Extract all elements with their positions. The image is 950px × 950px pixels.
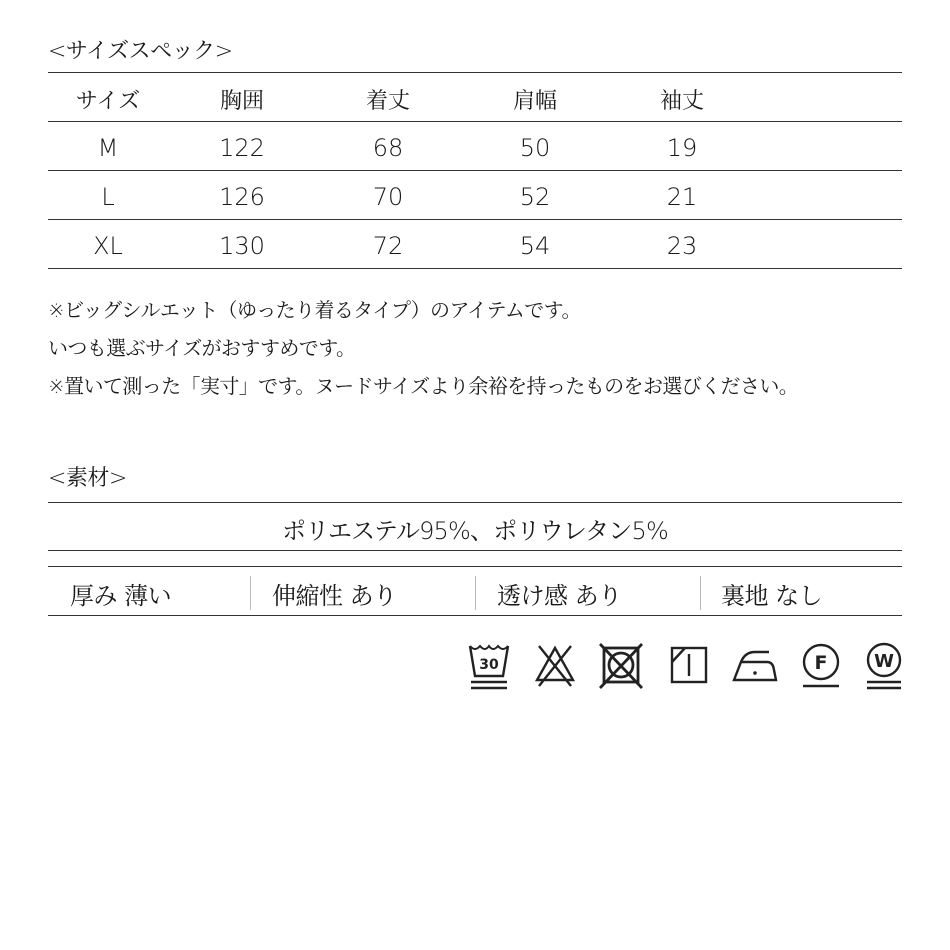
attribute-value: 薄い xyxy=(124,582,172,610)
size-spec-title: <サイズスペック> xyxy=(48,39,233,64)
attribute-label: 厚み xyxy=(70,582,117,610)
table-cell: 19 xyxy=(666,134,698,162)
attribute-value: なし xyxy=(775,582,823,610)
dry-clean-f-icon xyxy=(799,640,843,692)
attribute-sheerness xyxy=(497,576,622,611)
note-line: いつも選ぶサイズがおすすめです。 xyxy=(48,336,356,360)
attribute-value: あり xyxy=(349,582,397,610)
material-top-rule xyxy=(48,502,902,503)
note-line: ※ビッグシルエット（ゆったり着るタイプ）のアイテムです。 xyxy=(48,298,581,322)
attribute-label: 伸縮性 xyxy=(272,582,343,610)
table-cell: 23 xyxy=(666,232,698,260)
attribute-divider xyxy=(250,576,251,610)
table-cell: 130 xyxy=(219,232,265,260)
material-title: <素材> xyxy=(48,466,127,491)
table-cell: 72 xyxy=(372,232,404,260)
table-bottom-rule xyxy=(48,268,902,269)
material-bottom-rule xyxy=(48,550,902,551)
attribute-value: あり xyxy=(574,582,622,610)
table-cell: 21 xyxy=(666,183,698,211)
attribute-stretch xyxy=(272,576,397,611)
wet-clean-letter: W xyxy=(874,651,894,672)
dry-clean-letter: F xyxy=(814,652,828,674)
table-cell: 68 xyxy=(372,134,404,162)
line-dry-shade-icon xyxy=(667,640,711,692)
header-chest: 胸囲 xyxy=(219,89,264,114)
table-row-rule xyxy=(48,170,902,171)
attribute-divider xyxy=(475,576,476,610)
header-shoulder: 肩幅 xyxy=(512,89,557,114)
attribute-divider xyxy=(700,576,701,610)
table-cell: 126 xyxy=(219,183,265,211)
attributes-bottom-rule xyxy=(48,615,902,616)
attribute-thickness xyxy=(70,576,171,611)
no-bleach-icon xyxy=(533,640,577,692)
header-sleeve: 袖丈 xyxy=(659,89,704,114)
table-row-rule xyxy=(48,219,902,220)
table-cell: L xyxy=(101,183,115,211)
note-line: ※置いて測った「実寸」です。ヌードサイズより余裕を持ったものをお選びください。 xyxy=(48,374,799,398)
header-length: 着丈 xyxy=(365,89,410,114)
table-cell: XL xyxy=(93,232,123,260)
table-top-rule xyxy=(48,72,902,73)
attribute-lining xyxy=(721,576,822,611)
header-size: サイズ xyxy=(75,89,141,114)
attribute-label: 裏地 xyxy=(721,582,768,610)
iron-low-icon xyxy=(731,640,779,692)
table-cell: 54 xyxy=(519,232,551,260)
table-cell: 52 xyxy=(519,183,551,211)
table-cell: 50 xyxy=(519,134,551,162)
table-cell: 122 xyxy=(219,134,265,162)
attributes-top-rule xyxy=(48,566,902,567)
wash-temp-label: 30 xyxy=(479,657,499,673)
material-composition: ポリエステル95%、ポリウレタン5% xyxy=(282,517,668,545)
wet-clean-w-icon xyxy=(864,640,904,692)
table-cell: M xyxy=(97,134,119,162)
attribute-label: 透け感 xyxy=(497,582,568,610)
wash-30-gentle-icon xyxy=(467,640,511,692)
table-cell: 70 xyxy=(372,183,404,211)
table-header-rule xyxy=(48,121,902,122)
no-tumble-dry-icon xyxy=(599,640,643,692)
